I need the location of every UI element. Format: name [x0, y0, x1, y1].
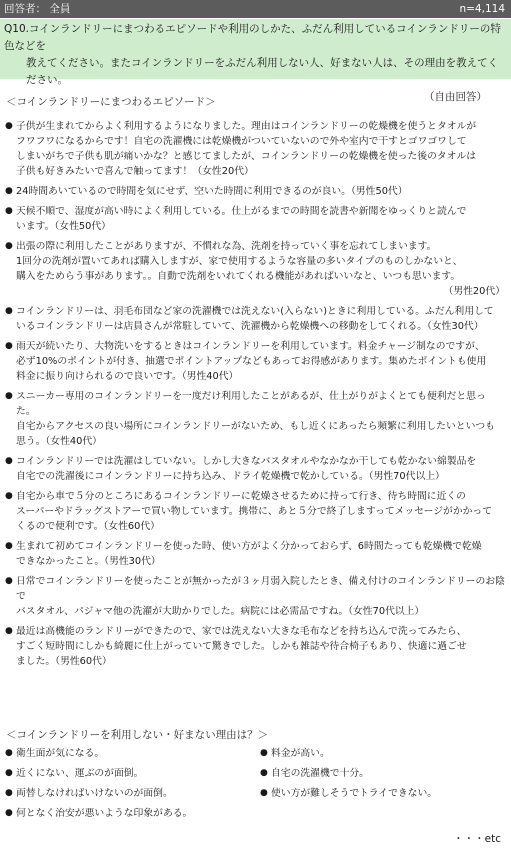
episodes-section-title: ＜コインランドリーにまつわるエピソード＞ [6, 96, 216, 108]
bullet-icon: ● [5, 491, 13, 501]
bullet-icon: ● [5, 341, 13, 351]
reason-text: 両替しなければいけないのが面倒。 [16, 788, 173, 799]
episode-line: 最近は高機能のランドリーができたので、家では洗えない大きな毛布などを持ち込んで洗ってみたら、 [16, 626, 467, 637]
episode-item [0, 119, 511, 179]
bullet-icon: ● [5, 391, 13, 401]
episode-line: フワフワになるからです！自宅の洗濯機には乾燥機がついていないので外や室内で干すとゴワゴワして [16, 136, 467, 147]
episode-item [0, 389, 511, 449]
episode-item [0, 574, 511, 619]
reason-text: 自宅の洗濯機で十分。 [271, 768, 369, 779]
bullet-icon: ● [260, 768, 268, 778]
episode-item [0, 454, 511, 484]
episode-item [0, 304, 511, 334]
bullet-icon: ● [5, 748, 13, 758]
episode-line: コインランドリーでは洗濯はしていない。しかし大きなバスタオルやなかなか干しても乾かない綿製品を [16, 456, 477, 467]
episode-line: 天候不順で、湿度が高い時によく利用している。仕上がるまでの時間を読書や新聞をゆっくりと読んで [16, 206, 467, 217]
episode-line: 必ず10%のポイントが付き、抽選でポイントアップなどもあってお得感があります。集めたポイントも使用 [16, 356, 487, 367]
question-box [0, 19, 511, 103]
question-line-2: 教えてください。またコインランドリーをふだん利用しない人、好まない人は、その理由を教えてください。 [26, 57, 499, 86]
reason-item [260, 746, 330, 761]
episode-line: 子供も好きみたいで喜んで触ってます！（女性20代） [16, 166, 254, 177]
episode-line: 24時間あいているので時間を気にせず、空いた時間に利用できるのが良い。（男性50代） [16, 186, 408, 197]
bullet-icon: ● [5, 186, 13, 196]
episode-list [0, 119, 511, 674]
episode-line: 雨天が続いたり、大物洗いをするときはコインランドリーを利用しています。料金チャージ制なのですが、 [16, 341, 485, 352]
episode-item [0, 239, 511, 299]
episode-item [0, 204, 511, 234]
reason-text: 何となく治安が悪いような印象がある。 [16, 808, 193, 819]
episode-line: スニーカー専用のコインランドリーを一度だけ利用したことがあるが、仕上がりがよくとても便利だと思った。 [16, 391, 486, 417]
episode-line: できなかったこと。（男性30代） [16, 556, 161, 567]
episode-line: 思う。（女性40代） [16, 436, 102, 447]
sample-size: n=4,114 [459, 3, 505, 15]
respondent-header [0, 0, 511, 18]
episode-line: 自宅から車で５分のところにあるコインランドリーに乾燥させるために持って行き、待ち時間に近くの [16, 491, 466, 502]
etc-note: ・・・etc [453, 833, 501, 845]
bullet-icon: ● [5, 768, 13, 778]
episode-line: コインランドリーは、羽毛布団など家の洗濯機では洗えない(入らない)ときに利用している。ふだん利用して [16, 306, 494, 317]
episode-item [0, 539, 511, 569]
episode-line: バスタオル、パジャマ他の洗濯が大助かりでした。病院には必需品ですね。（女性70代以上） [16, 606, 425, 617]
episode-line: いるコインランドリーは店員さんが常駐していて、洗濯機から乾燥機への移動をしてくれる。（女性30代） [16, 321, 484, 332]
episode-respondent: （男性20代） [443, 286, 505, 297]
episode-line: 料金に振り向けられるので良いです。（男性40代） [16, 371, 239, 382]
episode-line: 日常でコインランドリーを使ったことが無かったが３ヶ月弱入院したとき、備え付けのコインランドリーのお陰で [16, 576, 505, 602]
episode-line: しまいがちで子供も肌が痛いかな？と感じてましたが、コインランドリーの乾燥機を使った後のタオルは [16, 151, 477, 162]
reason-item [260, 786, 437, 801]
bullet-icon: ● [5, 456, 13, 466]
bullet-icon: ● [5, 808, 13, 818]
episode-item [0, 339, 511, 384]
episode-line: 生まれて初めてコインランドリーを使った時、使い方がよく分かっておらず、6時間たっても乾燥機で乾燥 [16, 541, 482, 552]
episode-line: 出張の際に利用したことがありますが、不慣れな為、洗剤を持っていく事を忘れてしまいます。 [16, 241, 437, 252]
bullet-icon: ● [5, 306, 13, 316]
bullet-icon: ● [260, 788, 268, 798]
bullet-icon: ● [5, 206, 13, 216]
bullet-icon: ● [5, 121, 13, 131]
reason-text: 近くにない、運ぶのが面倒。 [16, 768, 144, 779]
reason-text: 衛生面が気になる。 [16, 748, 105, 759]
episode-line: 子供が生まれてからよく利用するようになりました。理由はコインランドリーの乾燥機を使うとタオルが [16, 121, 477, 132]
question-line-1: Q10.コインランドリーにまつわるエピソードや利用のしかた、ふだん利用しているコインランドリーの特色などを [4, 23, 501, 52]
bullet-icon: ● [5, 541, 13, 551]
bullet-icon: ● [5, 788, 13, 798]
reason-item [5, 806, 192, 821]
reason-text: 使い方が難しそうでトライできない。 [271, 788, 438, 799]
reason-item [5, 746, 104, 761]
episode-line: 自宅での洗濯後にコインランドリーに持ち込み、ドライ乾燥機で乾かしている。（男性70代以上） [16, 471, 445, 482]
bullet-icon: ● [5, 576, 13, 586]
question-note: （自由回答） [424, 91, 487, 103]
episode-line: ました。（男性60代） [16, 656, 112, 667]
episode-item [0, 624, 511, 669]
reason-item [5, 786, 173, 801]
reason-text: 料金が高い。 [271, 748, 330, 759]
episode-line: すごく短時間にしかも綺麗に仕上がっていて驚きでした。しかも雑誌や待合椅子もあり、快適に過ごせ [16, 641, 467, 652]
episode-line: スーパーやドラッグストアーで買い物しています。携帯に、あと５分で終了しますってメッセージがかかって [16, 506, 493, 517]
bullet-icon: ● [5, 626, 13, 636]
reasons-section-title: ＜コインランドリーを利用しない・好まない理由は？＞ [6, 729, 269, 741]
episode-line: います。（女性50代） [16, 221, 111, 232]
episode-line: 1回分の洗剤が置いてあれば購入しますが、家で使用するような容量の多いタイプのものしかないと、 [16, 256, 463, 267]
episode-line: くるので便利です。（女性60代） [16, 521, 160, 532]
bullet-icon: ● [260, 748, 268, 758]
episode-line: 自宅からアクセスの良い場所にコインランドリーがないため、もし近くにあったら頻繁に利用したいといつも [16, 421, 495, 432]
bullet-icon: ● [5, 241, 13, 251]
episode-line: 購入をためらう事があります。。自動で洗剤をいれてくれる機能があればいいなと、いつも思います。 [16, 271, 461, 282]
episode-item [0, 489, 511, 534]
reason-item [5, 766, 143, 781]
episode-item [0, 184, 511, 199]
reason-item [260, 766, 369, 781]
respondent-label: 回答者： 全員 [4, 3, 71, 15]
